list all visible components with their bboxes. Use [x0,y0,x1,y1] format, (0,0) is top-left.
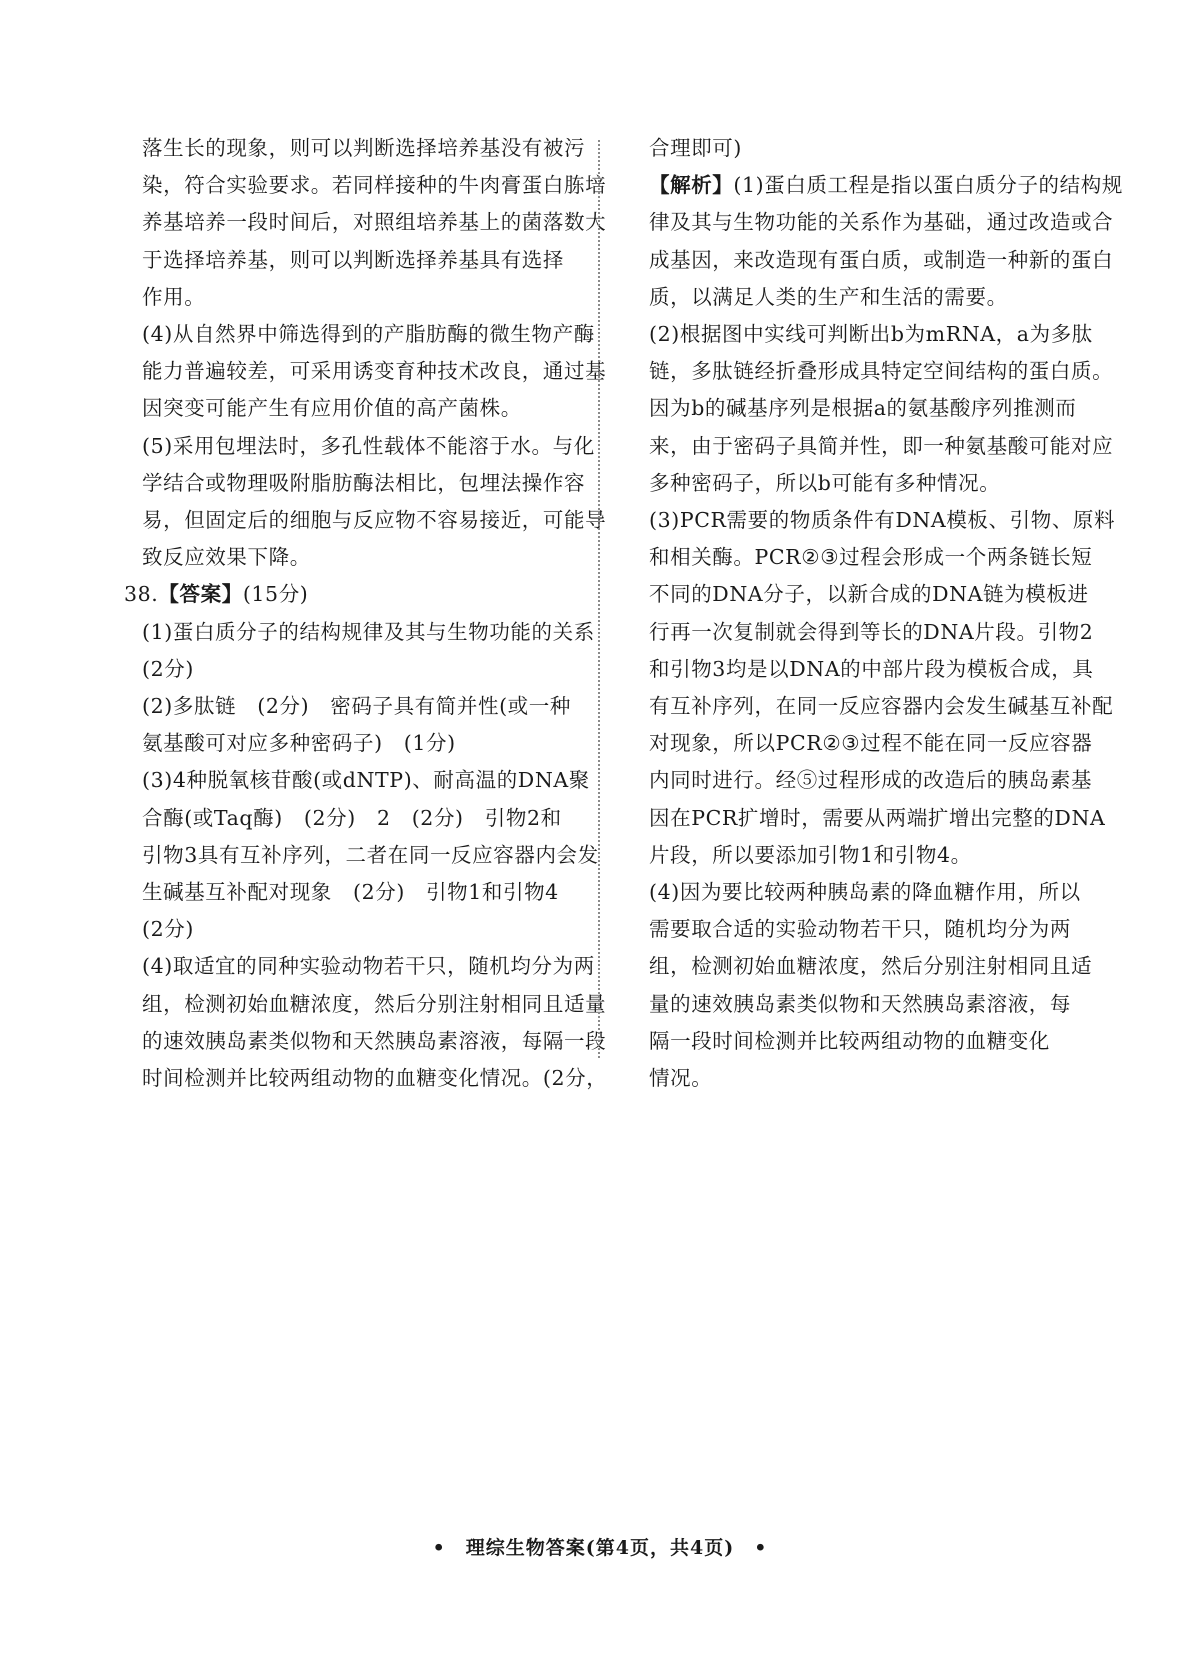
text-line: 片段，所以要添加引物1和引物4。 [649,842,972,867]
text-line: 落生长的现象，则可以判断选择培养基没有被污 [142,136,586,160]
answer-line: (4)取适宜的同种实验动物若干只，随机均分为两 [142,954,595,979]
text-line: 多种密码子，所以b可能有多种情况。 [649,470,1001,495]
text-line: 组，检测初始血糖浓度，然后分别注射相同且适 [649,954,1093,979]
text-line: 和引物3均是以DNA的中部片段为模板合成，具 [649,656,1094,681]
text-line: 质，以满足人类的生产和生活的需要。 [649,284,1008,309]
text-line: (5)采用包埋法时，多孔性载体不能溶于水。与化 [142,433,595,458]
answer-line: 组，检测初始血糖浓度，然后分别注射相同且适量 [142,991,607,1016]
text-line: 需要取合适的实验动物若干只，随机均分为两 [649,917,1071,942]
text-line: 因为b的碱基序列是根据a的氨基酸序列推测而 [649,396,1077,421]
question-38-header [124,576,570,613]
question-number: 38. [124,582,159,607]
text-line: 有互补序列，在同一反应容器内会发生碱基互补配 [649,694,1114,719]
text-line: 量的速效胰岛素类似物和天然胰岛素溶液，每 [649,991,1071,1016]
text-line: 致反应效果下降。 [142,545,311,570]
question-score: (15分) [242,582,309,607]
column-divider [598,140,600,1058]
answer-line: (1)蛋白质分子的结构规律及其与生物功能的关系 [142,619,595,644]
answer-line: (3)4种脱氧核苷酸(或dNTP)、耐高温的DNA聚 [142,768,590,793]
answer-tag: 【答案】 [158,582,243,607]
analysis-text: (1)蛋白质工程是指以蛋白质分子的结构规 [733,173,1123,198]
text-line: (2)根据图中实线可判断出b为mRNA，a为多肽 [649,322,1093,347]
analysis-header-line [649,167,1123,204]
text-line: 能力普遍较差，可采用诱变育种技术改良，通过基 [142,359,607,384]
text-line: 易，但固定后的细胞与反应物不容易接近，可能导 [142,508,607,533]
answer-line: 氨基酸可对应多种密码子) (1分) [142,731,456,756]
text-line: (4)从自然界中筛选得到的产脂肪酶的微生物产酶 [142,322,595,347]
text-line: 不同的DNA分子，以新合成的DNA链为模板进 [649,582,1089,607]
text-line: 因在PCR扩增时，需要从两端扩增出完整的DNA [649,805,1106,830]
text-line: 链，多肽链经折叠形成具特定空间结构的蛋白质。 [649,359,1114,384]
text-line: 染，符合实验要求。若同样接种的牛肉膏蛋白胨培 [142,173,607,198]
answer-line: 引物3具有互补序列，二者在同一反应容器内会发 [142,842,599,867]
page-footer: • 理综生物答案(第4页，共4页) • [432,1537,768,1559]
text-line: 律及其与生物功能的关系作为基础，通过改造或合 [649,210,1114,235]
text-line: 情况。 [649,1066,713,1091]
text-line: 隔一段时间检测并比较两组动物的血糖变化 [649,1028,1050,1053]
text-line: 内同时进行。经⑤过程形成的改造后的胰岛素基 [649,768,1093,793]
left-column [124,130,608,1097]
text-line: 因突变可能产生有应用价值的高产菌株。 [142,396,522,421]
text-line: 行再一次复制就会得到等长的DNA片段。引物2 [649,619,1094,644]
text-line: 成基因，来改造现有蛋白质，或制造一种新的蛋白 [649,247,1114,272]
text-line: 作用。 [142,284,206,309]
text-line: 对现象，所以PCR②③过程不能在同一反应容器 [649,731,1093,756]
answer-line: 生碱基互补配对现象 (2分) 引物1和引物4 [142,880,559,905]
text-line: 于选择培养基，则可以判断选择养基具有选择 [142,247,564,272]
text-line: 养基培养一段时间后，对照组培养基上的菌落数大 [142,210,607,235]
answer-line: 合酶(或Taq酶) (2分) 2 (2分) 引物2和 [142,805,562,830]
answer-line: 时间检测并比较两组动物的血糖变化情况。(2分， [142,1066,608,1091]
text-line: 学结合或物理吸附脂肪酶法相比，包埋法操作容 [142,470,586,495]
answer-line: (2)多肽链 (2分) 密码子具有简并性(或一种 [142,694,571,719]
answer-line: 的速效胰岛素类似物和天然胰岛素溶液，每隔一段 [142,1028,607,1053]
right-column [649,130,1123,1097]
answer-line: (2分) [142,656,194,681]
text-line: 来，由于密码子具简并性，即一种氨基酸可能对应 [649,433,1114,458]
answer-line: (2分) [142,917,194,942]
text-line: (4)因为要比较两种胰岛素的降血糖作用，所以 [649,880,1081,905]
text-line: 和相关酶。PCR②③过程会形成一个两条链长短 [649,545,1093,570]
text-line: 合理即可) [649,136,742,160]
text-line: (3)PCR需要的物质条件有DNA模板、引物、原料 [649,508,1116,533]
analysis-tag: 【解析】 [649,173,734,198]
